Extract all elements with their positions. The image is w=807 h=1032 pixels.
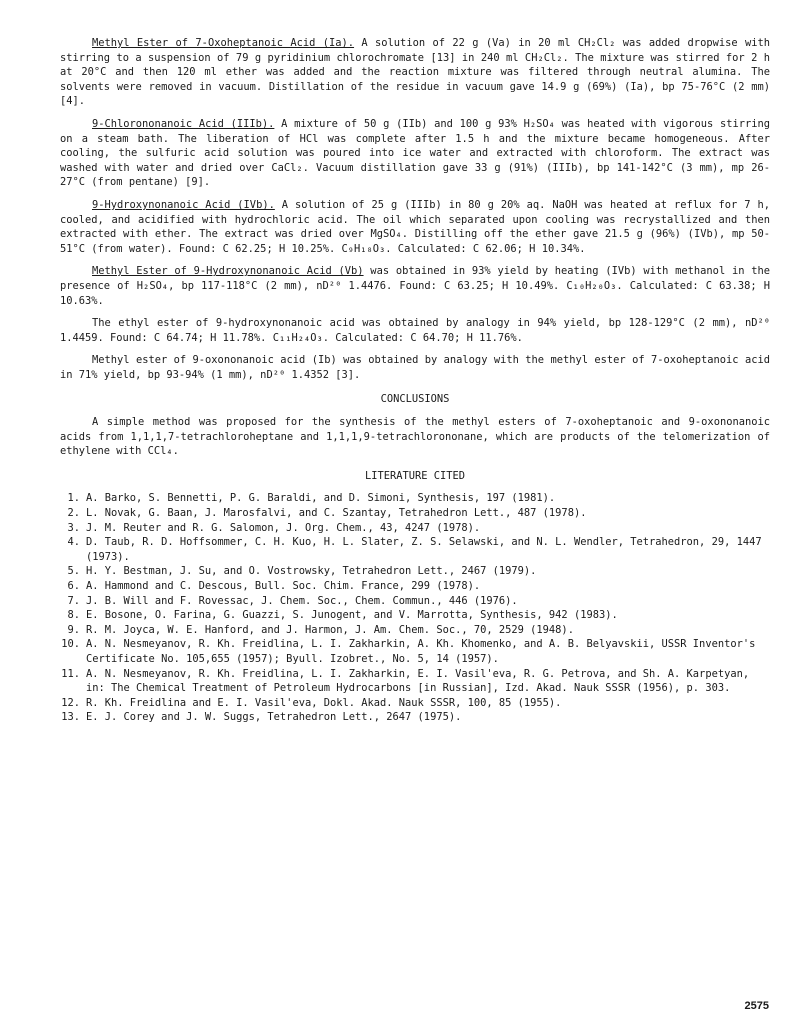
conclusions-heading: CONCLUSIONS	[380, 393, 450, 406]
compound-heading: Methyl Ester of 7-Oxoheptanoic Acid (Ia).	[92, 37, 355, 49]
reference-item: 5. H. Y. Bestman, J. Su, and O. Vostrowsky, Tetrahedron Lett., 2467 (1979).	[67, 565, 537, 578]
paragraph-ia: Methyl Ester of 7-Oxoheptanoic Acid (Ia). A solution of 22 g (Va) in 20 ml CH₂Cl₂ was added dropwise with stirring to a suspension of 79 g pyridinium chlorochromate [13] in 240 ml CH₂Cl₂. The mixture was stirred for 2 h at 20°C and then 120 ml ether was added and the reaction mixture was filtered through neutral alumina. The solvents were removed in vacuum. Distillation of the residue in vacuum gave 14.9 g (69%) (Ia), bp 75-76°C (2 mm) [4].	[60, 37, 770, 108]
compound-heading: Methyl Ester of 9-Hydroxynonanoic Acid (Vb)	[92, 265, 364, 278]
reference-item: 13. E. J. Corey and J. W. Suggs, Tetrahedron Lett., 2647 (1975).	[61, 711, 462, 724]
reference-item: 11. A. N. Nesmeyanov, R. Kh. Freidlina, L. I. Zakharkin, E. I. Vasil'eva, R. G. Petrova, and Sh. A. Karpetyan, in: The Chemical Treatment of Petroleum Hydrocarbons [in Russian], Izd. Akad. Nauk SSSR (1956), p. 303.	[61, 667, 750, 695]
reference-list	[60, 491, 770, 725]
reference-item: 8. E. Bosone, O. Farina, G. Guazzi, S. Junogent, and V. Marrotta, Synthesis, 942 (1983).	[67, 609, 618, 622]
page-number: 2575	[744, 1000, 769, 1012]
paragraph-iiib: 9-Chlorononanoic Acid (IIIb). A mixture of 50 g (IIb) and 100 g 93% H₂SO₄ was heated with vigorous stirring on a steam bath. The liberation of HCl was complete after 1.5 h and the mixture became homogeneous. After cooling, the sulfuric acid solution was poured into ice water and extracted with chloroform. The extract was washed with water and dried over CaCl₂. Vacuum distillation gave 33 g (91%) (IIIb), bp 141-142°C (3 mm), mp 26-27°C (from pentane) [9].	[60, 117, 770, 189]
reference-item: 9. R. M. Joyca, W. E. Hanford, and J. Harmon, J. Am. Chem. Soc., 70, 2529 (1948).	[67, 623, 574, 636]
reference-item: 7. J. B. Will and F. Rovessac, J. Chem. Soc., Chem. Commun., 446 (1976).	[67, 594, 518, 607]
compound-heading: 9-Hydroxynonanoic Acid (IVb).	[92, 198, 275, 211]
reference-item: 4. D. Taub, R. D. Hoffsommer, C. H. Kuo, H. L. Slater, Z. S. Selawski, and N. L. Wendler, Tetrahedron, 29, 1447 (1973).	[67, 536, 762, 563]
document-page	[60, 36, 770, 725]
conclusions-text: A simple method was proposed for the synthesis of the methyl esters of 7-oxoheptanoic and 9-oxononanoic acids from 1,1,1,7-tetrachloroheptane and 1,1,1,9-tetrachlorononane, which are products of the telomerization of ethylene with CCl₄.	[60, 416, 770, 458]
reference-item: 12. R. Kh. Freidlina and E. I. Vasil'eva, Dokl. Akad. Nauk SSSR, 100, 85 (1955).	[61, 696, 562, 709]
reference-item: 2. L. Novak, G. Baan, J. Marosfalvi, and C. Szantay, Tetrahedron Lett., 487 (1978).	[67, 507, 587, 520]
paragraph-ib: Methyl ester of 9-oxononanoic acid (Ib) was obtained by analogy with the methyl ester of 7-oxoheptanoic acid in 71% yield, bp 93-94% (1 mm), nD²⁰ 1.4352 [3].	[60, 354, 770, 381]
compound-heading: 9-Chlorononanoic Acid (IIIb).	[92, 117, 275, 130]
reference-item: 3. J. M. Reuter and R. G. Salomon, J. Org. Chem., 43, 4247 (1978).	[67, 521, 481, 534]
paragraph-vb: Methyl Ester of 9-Hydroxynonanoic Acid (Vb) was obtained in 93% yield by heating (IVb) with methanol in the presence of H₂SO₄, bp 117-118°C (2 mm), nD²⁰ 1.4476. Found: C 63.25; H 10.49%. C₁₀H₂₀O₃. Calculated: C 63.38; H 10.63%.	[60, 265, 770, 307]
paragraph-ivb: 9-Hydroxynonanoic Acid (IVb). A solution of 25 g (IIIb) in 80 g 20% aq. NaOH was heated at reflux for 7 h, cooled, and acidified with hydrochloric acid. The oil which separated upon cooling was recrystallized and then extracted with ether. The extract was dried over MgSO₄. Distilling off the ether gave 21.5 g (96%) (IVb), mp 50-51°C (from water). Found: C 62.25; H 10.25%. C₉H₁₈O₃. Calculated: C 62.06; H 10.34%.	[60, 198, 770, 255]
reference-item: 10. A. N. Nesmeyanov, R. Kh. Freidlina, L. I. Zakharkin, A. Kh. Khomenko, and A. B. Belyavskii, USSR Inventor's Certificate No. 105,655 (1957); Byull. Izobret., No. 5, 14 (1957).	[61, 638, 756, 665]
literature-heading: LITERATURE CITED	[364, 469, 466, 482]
experimental-section	[60, 36, 770, 382]
reference-item: 1. A. Barko, S. Bennetti, P. G. Baraldi, and D. Simoni, Synthesis, 197 (1981).	[67, 492, 556, 505]
reference-item: 6. A. Hammond and C. Descous, Bull. Soc. Chim. France, 299 (1978).	[67, 580, 481, 592]
paragraph-ethyl-ester: The ethyl ester of 9-hydroxynonanoic acid was obtained by analogy in 94% yield, bp 128-129°C (2 mm), nD²⁰ 1.4459. Found: C 64.74; H 11.78%. C₁₁H₂₄O₃. Calculated: C 64.70; H 11.76%.	[60, 317, 770, 344]
